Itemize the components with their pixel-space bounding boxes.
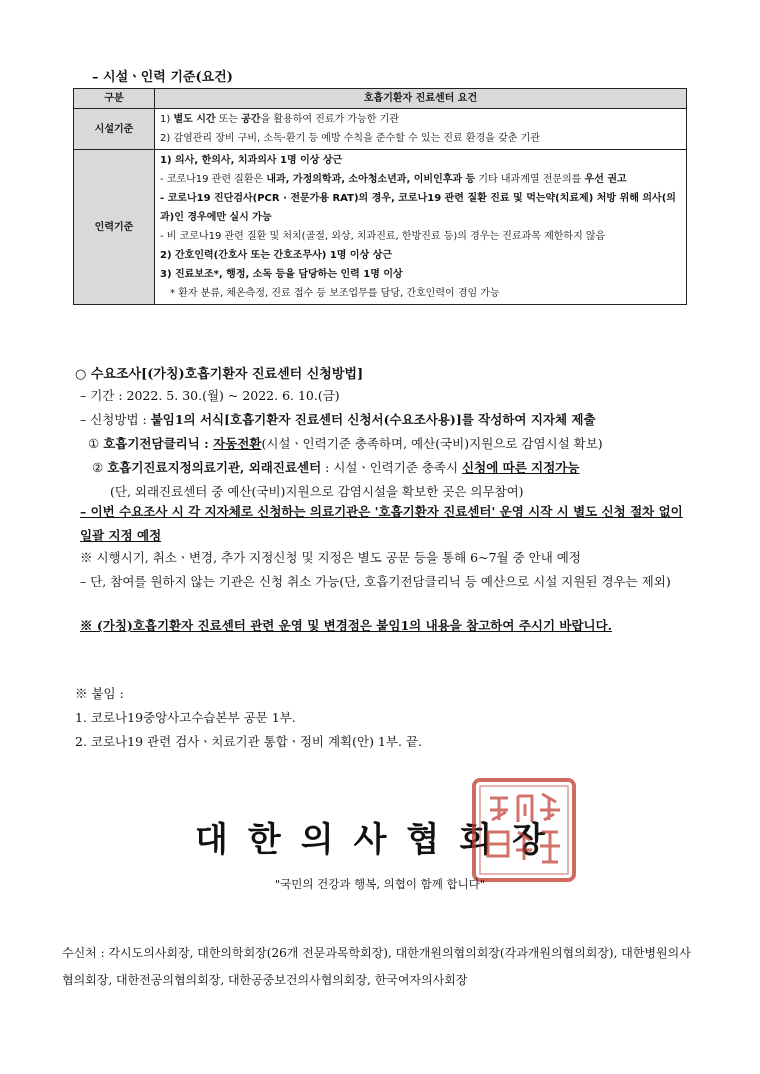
survey-item-2-note: (단, 외래진료센터 중 예산(국비)지원으로 감염시설을 확보한 곳은 의무참여) bbox=[110, 484, 524, 499]
staff-label: 인력기준 bbox=[74, 150, 155, 305]
staff-line-6: 3) 진료보조*, 행정, 소독 등을 담당하는 인력 1명 이상 bbox=[160, 269, 403, 280]
survey-item-1: ① 호흡기전담클리닉 : 자동전환(시설ㆍ인력기준 충족하며, 예산(국비)지원으로 감염시설 확보) bbox=[88, 436, 603, 451]
facility-label: 시설기준 bbox=[74, 109, 155, 150]
attachment-1: 1. 코로나19중앙사고수습본부 공문 1부. bbox=[75, 710, 296, 725]
notice-2: ※ 시행시기, 취소ㆍ변경, 추가 지정신청 및 지정은 별도 공문 등을 통해 6~7월 중 안내 예정 bbox=[80, 550, 581, 565]
official-seal bbox=[470, 776, 578, 884]
staff-line-2: - 코로나19 관련 질환은 내과, 가정의학과, 소아청소년과, 이비인후과 등 기타 내과계열 전문의를 우선 권고 bbox=[160, 174, 627, 185]
attachments-label: ※ 붙임 : bbox=[75, 686, 124, 701]
staff-content bbox=[155, 150, 687, 305]
survey-item-2: ② 호흡기진료지정의료기관, 외래진료센터 : 시설ㆍ인력기준 충족시 신청에 따른 지정가능 bbox=[92, 460, 580, 475]
staff-line-3: - 코로나19 진단검사(PCR · 전문가용 RAT)의 경우, 코로나19 관련 질환 진료 및 먹는약(치료제) 처방 위해 의사(의과)인 경우에만 실시 가능 bbox=[160, 193, 676, 223]
section-title: – 시설ㆍ인력 기준(요건) bbox=[92, 70, 233, 85]
requirements-table bbox=[73, 88, 687, 305]
survey-method: – 신청방법 : 붙임1의 서식[호흡기환자 진료센터 신청서(수요조사용)]를 작성하여 지자체 제출 bbox=[80, 412, 596, 427]
notice-1: – 이번 수요조사 시 각 지자체로 신청하는 의료기관은 '호흡기환자 진료센터' 운영 시작 시 별도 신청 절차 없이 일괄 지정 예정 bbox=[80, 504, 683, 543]
table-header-row bbox=[74, 89, 687, 109]
staff-line-7: * 환자 분류, 체온측정, 진료 접수 등 보조업무를 담당, 간호인력이 겸임 가능 bbox=[170, 288, 500, 299]
signature-name: 대한의사협회장 bbox=[195, 820, 565, 860]
header-category: 구분 bbox=[74, 89, 155, 109]
recipients: 수신처 : 각시도의사회장, 대한의학회장(26개 전문과목학회장), 대한개원의협의회장(각과개원의협의회장), 대한병원의사협의회장, 대한전공의협의회장, 대한공중보건의사협의회장, 한국여자의사회장 bbox=[62, 946, 691, 987]
facility-line-2: 2) 감염관리 장비 구비, 소독·환기 등 예방 수칙을 준수할 수 있는 진료 환경을 갖춘 기관 bbox=[160, 133, 540, 144]
survey-period: – 기간 : 2022. 5. 30.(월) ~ 2022. 6. 10.(금) bbox=[80, 388, 340, 403]
survey-title: ○ 수요조사[(가칭)호흡기환자 진료센터 신청방법] bbox=[75, 367, 364, 382]
header-requirements: 호흡기환자 진료센터 요건 bbox=[155, 89, 687, 109]
attachment-2: 2. 코로나19 관련 검사ㆍ치료기관 통합ㆍ정비 계획(안) 1부. 끝. bbox=[75, 734, 422, 749]
notice-4: ※ (가칭)호흡기환자 진료센터 관련 운영 및 변경점은 붙임1의 내용을 참고하여 주시기 바랍니다. bbox=[80, 618, 613, 633]
table-row-staff bbox=[74, 150, 687, 305]
slogan: "국민의 건강과 행복, 의협이 함께 합니다" bbox=[274, 877, 486, 891]
staff-line-1: 1) 의사, 한의사, 치과의사 1명 이상 상근 bbox=[160, 155, 343, 166]
staff-line-4: - 비 코로나19 관련 질환 및 처치(골절, 외상, 치과진료, 한방진료 등)의 경우는 진료과목 제한하지 않음 bbox=[160, 231, 606, 242]
table-row-facility bbox=[74, 109, 687, 150]
notice-3: – 단, 참여를 원하지 않는 기관은 신청 취소 가능(단, 호흡기전담클리닉 등 예산으로 시설 지원된 경우는 제외) bbox=[80, 574, 671, 589]
facility-line-1: 1) 별도 시간 또는 공간을 활용하여 진료가 가능한 기관 bbox=[160, 114, 399, 125]
staff-line-5: 2) 간호인력(간호사 또는 간호조무사) 1명 이상 상근 bbox=[160, 250, 393, 261]
facility-content bbox=[155, 109, 687, 150]
